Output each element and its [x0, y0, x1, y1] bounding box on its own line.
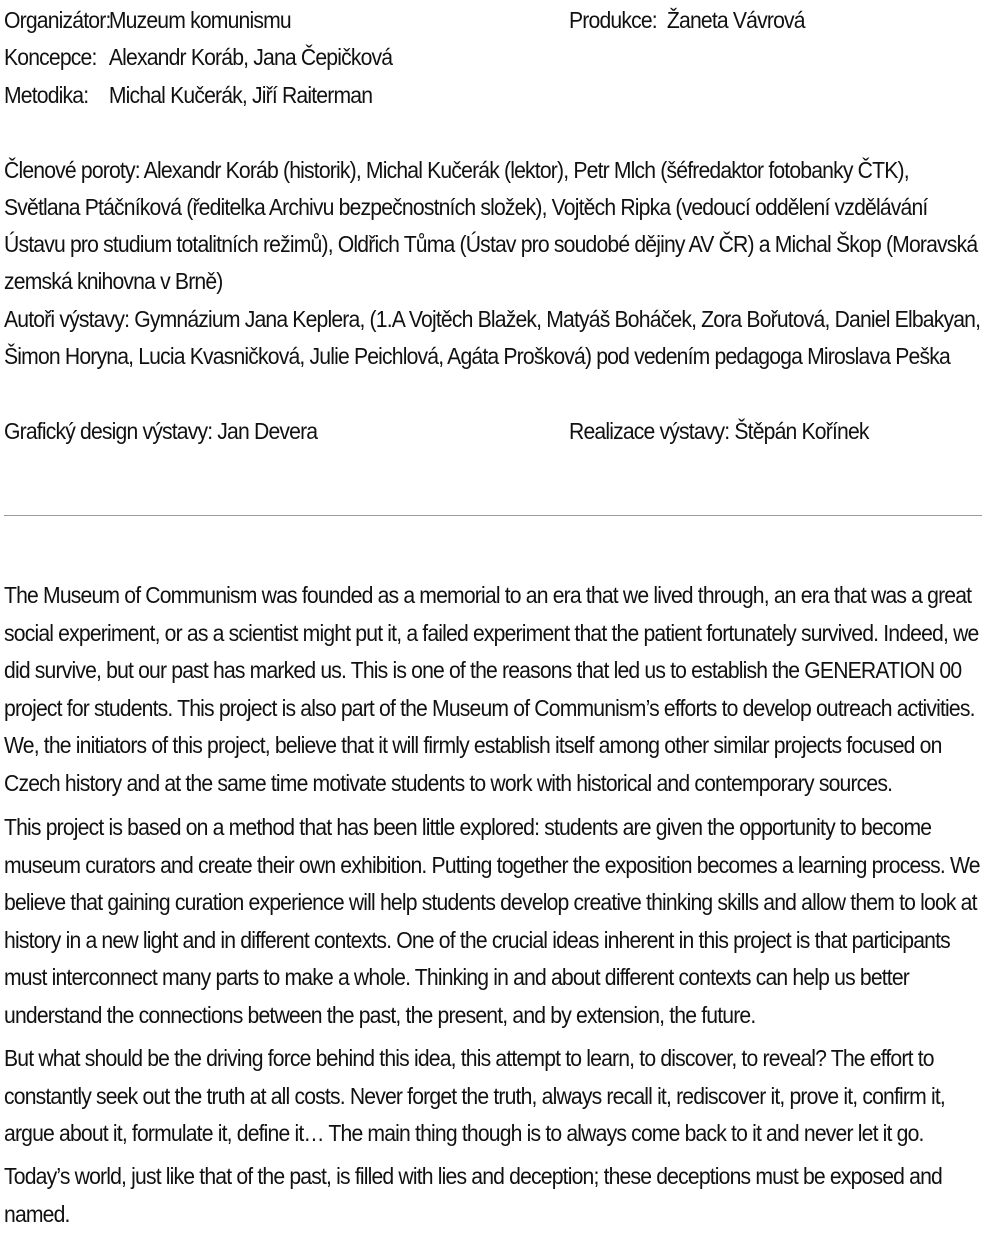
credit-label: Produkce: — [569, 7, 657, 33]
credit-label: Organizátor: — [4, 7, 111, 33]
credit-value: Muzeum komunismu — [108, 7, 291, 33]
credit-organizer — [4, 2, 291, 39]
realization-credit: Realizace výstavy: Štěpán Kořínek — [569, 418, 869, 444]
body-paragraph: The Museum of Communism was founded as a memorial to an era that we lived through, an era that was a great social experiment, or as a scientist might put it, a failed experiment that the patient fortunately survived. Indeed, we did survive, but our past has marked us. This is one of the reasons that led us to establish the GENERATION 00 project for students. This project is also part of the Museum of Communism’s efforts to develop outreach activities. We, the initiators of this project, believe that it will firmly establish itself among other similar projects focused on Czech history and at the same time motivate students to work with historical and contemporary sources. — [4, 582, 979, 796]
credit-label: Koncepce: — [4, 44, 97, 70]
exhibition-authors: Autoři výstavy: Gymnázium Jana Keplera, (1.A Vojtěch Blažek, Matyáš Boháček, Zora Bořutová, Daniel Elbakyan, Šimon Horyna, Lucia Kvasničková, Julie Peichlová, Agáta Prošková) pod vedením pedagoga Miroslava Peška — [4, 306, 981, 369]
credit-production — [569, 2, 805, 39]
credit-label: Metodika: — [4, 82, 89, 108]
credit-concept — [4, 39, 392, 76]
graphic-design-credit: Grafický design výstavy: Jan Devera — [4, 418, 318, 444]
credit-value: Alexandr Koráb, Jana Čepičková — [108, 44, 393, 70]
jury-members: Členové poroty: Alexandr Koráb (historik), Michal Kučerák (lektor), Petr Mlch (šéfredaktor fotobanky ČTK), Světlana Ptáčníková (ředitelka Archivu bezpečnostních složek), Vojtěch Ripka (vedoucí oddělení vzdělávání Ústavu pro studium totalitních režimů), Oldřich Tůma (Ústav pro soudobé dějiny AV ČR) a Michal Škop (Moravská zemská knihovna v Brně) — [4, 157, 978, 294]
body-paragraph: But what should be the driving force behind this idea, this attempt to learn, to discover, to reveal? The effort to constantly seek out the truth at all costs. Never forget the truth, always recall it, rediscover it, prove it, confirm it, argue about it, formulate it, define it… The main thing though is to always come back to it and never let it go. — [4, 1045, 945, 1146]
credit-value: Michal Kučerák, Jiří Raiterman — [108, 82, 373, 108]
body-paragraph: Today’s world, just like that of the past, is filled with lies and deception; these deceptions must be exposed and named. — [4, 1163, 942, 1227]
credit-value: Žaneta Vávrová — [666, 7, 805, 33]
divider-line — [4, 515, 982, 516]
credit-methodology — [4, 77, 372, 114]
body-paragraph: This project is based on a method that has been little explored: students are given the opportunity to become museum curators and create their own exhibition. Putting together the exposition becomes a learning process. We believe that gaining curation experience will help students develop creative thinking skills and allow them to look at history in a new light and in different contexts. One of the crucial ideas inherent in this project is that participants must interconnect many parts to make a whole. Thinking in and about different contexts can help us better understand the connections between the past, the present, and by extension, the future. — [4, 814, 980, 1028]
